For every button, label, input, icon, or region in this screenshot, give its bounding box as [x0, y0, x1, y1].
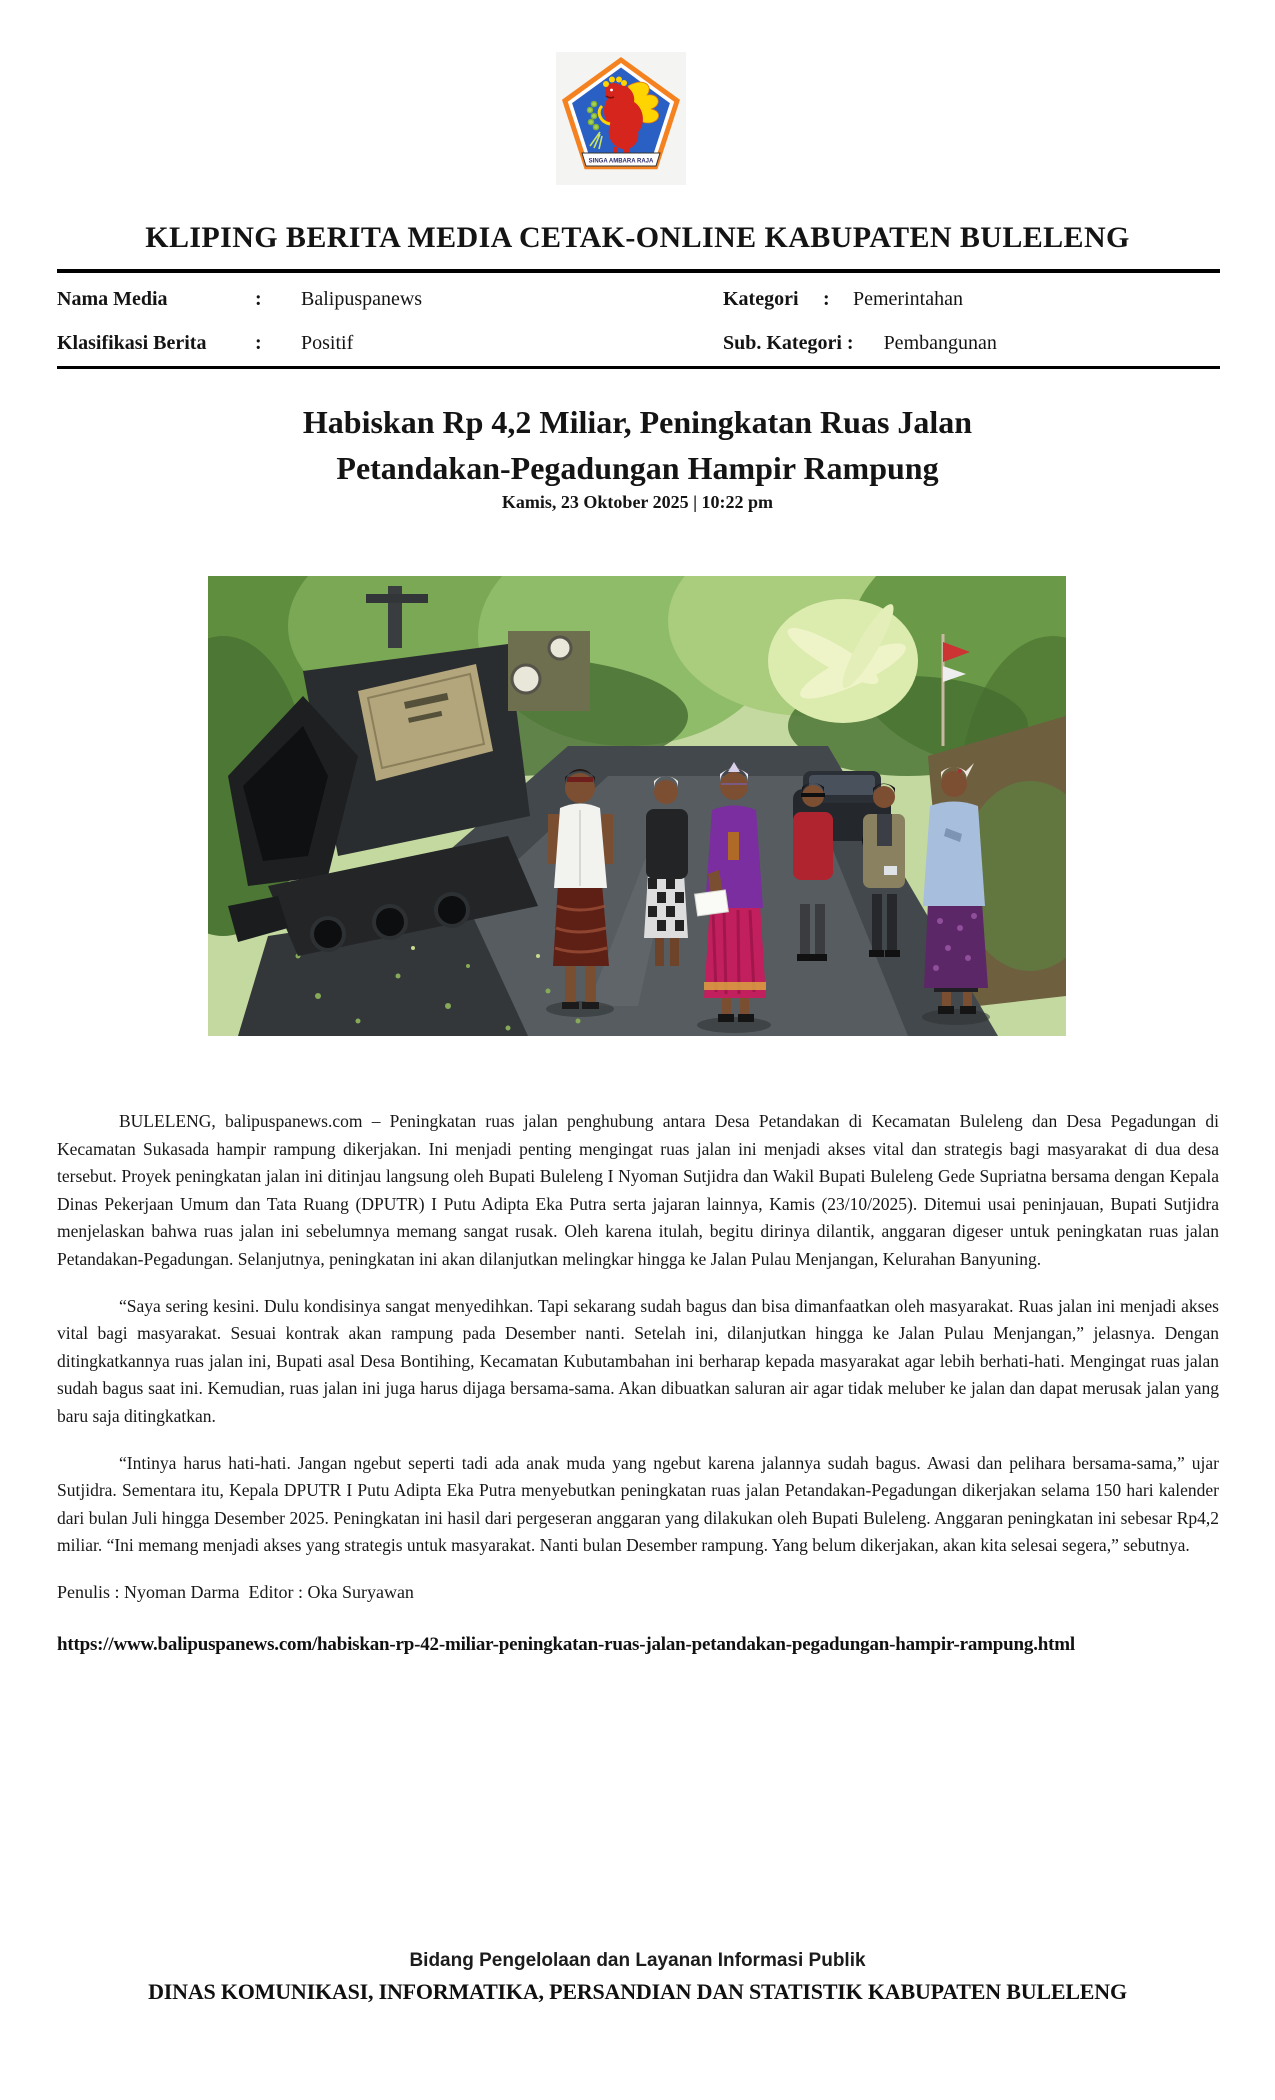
- nama-media-label: Nama Media: [57, 287, 168, 310]
- colon: :: [823, 287, 830, 310]
- article-dateline: Kamis, 23 Oktober 2025 | 10:22 pm: [501, 492, 774, 512]
- media-info-table: [57, 277, 1220, 365]
- article-photo: [208, 576, 1066, 1036]
- buleleng-seal-logo: [556, 52, 686, 185]
- document-footer: [0, 1950, 1275, 2005]
- article-headline-line2: Petandakan-Pegadungan Hampir Rampung: [336, 450, 939, 486]
- colon: :: [255, 287, 262, 310]
- article-paragraph-3: “Intinya harus hati-hati. Jangan ngebut seperti tadi ada anak muda yang ngebut karena jalannya sudah bagus. Awasi dan pelihara bersama-sama,” ujar Sutjidra. Sementara itu, Kepala DPUTR I Putu Adipta Eka Putra menyebutkan peningkatan ruas jalan Petandakan-Pegadungan dikerjakan selama 150 hari kalender dari bulan Juli hingga Desember 2025. Peningkatan ini hasil dari pergeseran anggaran yang dilakukan oleh Bupati Buleleng. Anggaran peningkatan ini sebesar Rp4,2 miliar. “Ini memang menjadi akses yang strategis untuk masyarakat. Nanti bulan Desember rampung. Yang belum dikerjakan, akan kita selesai segera,” sebutnya.: [57, 1452, 1219, 1556]
- nama-media-value: Balipuspanews: [301, 287, 423, 310]
- footer-dinas-line: DINAS KOMUNIKASI, INFORMATIKA, PERSANDIAN DAN STATISTIK KABUPATEN BULELENG: [148, 1979, 1127, 2004]
- article-headline: [0, 399, 1275, 491]
- article-byline: Penulis : Nyoman Darma Editor : Oka Suryawan: [57, 1581, 414, 1602]
- divider-top: [57, 269, 1220, 273]
- footer-bidang-line: Bidang Pengelolaan dan Layanan Informasi Publik: [409, 1950, 866, 1971]
- kategori-label: Kategori: [723, 287, 799, 310]
- photo-illustration: [208, 576, 1066, 1036]
- media-info-row-1: [57, 277, 1220, 321]
- logo-banner-text: SINGA AMBARA RAJA: [588, 158, 654, 165]
- document-title: KLIPING BERITA MEDIA CETAK-ONLINE KABUPATEN BULELENG: [145, 221, 1130, 254]
- article-source-url[interactable]: https://www.balipuspanews.com/habiskan-rp-42-miliar-peningkatan-ruas-jalan-petandakan-pegadungan-hampir-rampung.html: [57, 1633, 1075, 1655]
- divider-bottom: [57, 366, 1220, 369]
- colon: :: [255, 331, 262, 354]
- article-body: [57, 1108, 1219, 1658]
- kategori-value: Pemerintahan: [853, 287, 963, 310]
- media-info-row-2: [57, 321, 1220, 365]
- article-headline-line1: Habiskan Rp 4,2 Miliar, Peningkatan Ruas Jalan: [302, 404, 973, 440]
- sub-kategori-value: Pembangunan: [883, 331, 997, 354]
- article-paragraph-1: BULELENG, balipuspanews.com – Peningkatan ruas jalan penghubung antara Desa Petandakan di Kecamatan Buleleng dan Desa Pegadungan di Kecamatan Sukasada hampir rampung dikerjakan. Ini menjadi penting mengingat ruas jalan ini menjadi akses vital dan strategis bagi masyarakat di dua desa tersebut. Proyek peningkatan jalan ini ditinjau langsung oleh Bupati Buleleng I Nyoman Sutjidra dan Wakil Bupati Buleleng Gede Supriatna bersama dengan Kepala Dinas Pekerjaan Umum dan Tata Ruang (DPUTR) I Putu Adipta Eka Putra serta jajaran lainnya, Kamis (23/10/2025). Ditemui usai peninjauan, Bupati Sutjidra menjelaskan bahwa ruas jalan ini sebelumnya memang sangat rusak. Oleh karena itulah, begitu dirinya dilantik, anggaran digeser untuk peningkatan ruas jalan Petandakan-Pegadungan. Selanjutnya, peningkatan ini akan dilanjutkan melingkar hingga ke Jalan Pulau Menjangan, Kelurahan Banyuning.: [57, 1111, 1219, 1269]
- klasifikasi-value: Positif: [301, 331, 354, 354]
- sub-kategori-label: Sub. Kategori :: [723, 331, 854, 354]
- buleleng-seal-icon: [556, 52, 686, 185]
- klasifikasi-label: Klasifikasi Berita: [57, 331, 207, 354]
- article-paragraph-2: “Saya sering kesini. Dulu kondisinya sangat menyedihkan. Tapi sekarang sudah bagus dan bisa dimanfaatkan oleh masyarakat. Ruas jalan ini menjadi akses vital bagi masyarakat. Sesuai kontrak akan rampung pada Desember nanti. Setelah ini, dilanjutkan hingga ke Jalan Pulau Menjangan,” jelasnya. Dengan ditingkatkannya ruas jalan ini, Bupati asal Desa Bontihing, Kecamatan Kubutambahan ini berharap kepada masyarakat agar lebih berhati-hati. Mengingat ruas jalan sudah bagus saat ini. Kemudian, ruas jalan ini juga harus dijaga bersama-sama. Akan dibuatkan saluran air agar tidak meluber ke jalan dan dapat merusak jalan yang baru saja ditingkatkan.: [57, 1295, 1219, 1426]
